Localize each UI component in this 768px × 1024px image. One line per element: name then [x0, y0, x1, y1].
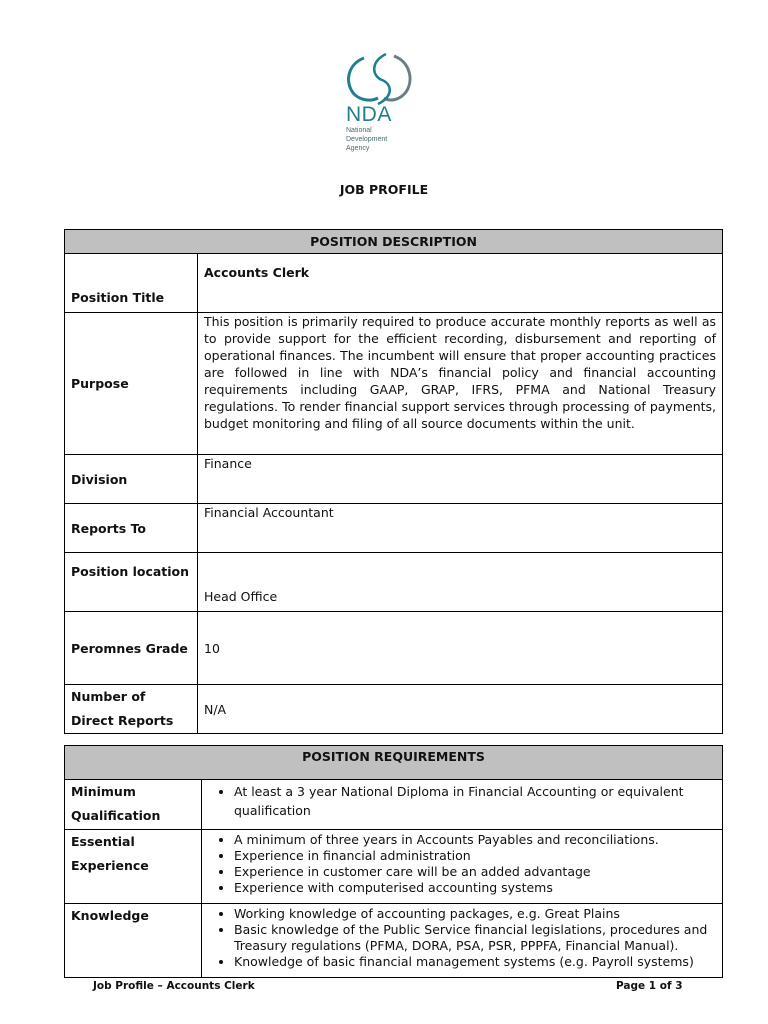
- essential-experience-label-line-1: Essential: [71, 834, 135, 849]
- table-row: [65, 685, 723, 734]
- knowledge-label: Knowledge: [65, 904, 202, 978]
- peromnes-grade-value: 10: [198, 612, 723, 685]
- table-row: [65, 612, 723, 685]
- position-title-value: Accounts Clerk: [198, 254, 723, 313]
- qualification-list: [208, 782, 716, 820]
- logo-line-1: National: [346, 127, 372, 134]
- position-description-table: [64, 229, 723, 734]
- purpose-value: This position is primarily required to produce accurate monthly reports as well as to provide support for the efficient recording, disbursement and reporting of operational finances. The incumbent will ensure that proper accounting practices are followed in line with NDA’s financial policy and financial accounting requirements including GAAP, GRAP, IFRS, PFMA and National Treasury regulations. To render financial support services through processing of payments, budget monitoring and filing of all source documents within the unit.: [198, 313, 723, 455]
- table-header-row: [65, 746, 723, 780]
- list-item: • Experience in financial administration: [234, 848, 716, 864]
- list-item: • Basic knowledge of the Public Service financial legislations, procedures and Treasury regulations (PFMA, DORA, PSA, PSR, PPPFA, Financial Manual).: [234, 922, 716, 954]
- essential-experience-label: [65, 830, 202, 904]
- footer-left: Job Profile – Accounts Clerk: [93, 980, 255, 992]
- reports-to-label: Reports To: [65, 504, 198, 553]
- table-row: [65, 504, 723, 553]
- position-requirements-table: [64, 745, 723, 978]
- logo-text: [346, 104, 392, 153]
- qualification-list-cell: [202, 780, 723, 830]
- division-value: Finance: [198, 455, 723, 504]
- peromnes-grade-label: Peromnes Grade: [65, 612, 198, 685]
- list-item: • At least a 3 year National Diploma in Financial Accounting or equivalent qualification: [234, 782, 716, 820]
- reports-to-value: Financial Accountant: [198, 504, 723, 553]
- table-header-row: [65, 230, 723, 254]
- position-title-label: Position Title: [65, 254, 198, 313]
- table-row: [65, 254, 723, 313]
- logo-line-2: Development: [346, 136, 388, 143]
- table-row: [65, 830, 723, 904]
- position-location-label: Position location: [65, 553, 198, 612]
- division-label: Division: [65, 455, 198, 504]
- table-row: [65, 904, 723, 978]
- list-item: • Working knowledge of accounting packages, e.g. Great Plains: [234, 906, 716, 922]
- logo-line-3: Agency: [346, 145, 370, 152]
- position-requirements-header: POSITION REQUIREMENTS: [65, 746, 723, 780]
- knowledge-list: [208, 906, 716, 970]
- minimum-qualification-label-line-2: Qualification: [71, 808, 161, 823]
- experience-list: [208, 832, 716, 896]
- knowledge-list-cell: [202, 904, 723, 978]
- list-item: • Experience with computerised accounting systems: [234, 880, 716, 896]
- position-location-value: Head Office: [198, 553, 723, 612]
- experience-list-cell: [202, 830, 723, 904]
- table-row: [65, 553, 723, 612]
- direct-reports-label-line-1: Number of: [71, 689, 146, 704]
- purpose-label: Purpose: [65, 313, 198, 455]
- direct-reports-label-line-2: Direct Reports: [71, 713, 174, 728]
- list-item: • Experience in customer care will be an added advantage: [234, 864, 716, 880]
- logo-abbr: NDA: [346, 103, 392, 126]
- footer-page-number: Page 1 of 3: [616, 980, 683, 992]
- document-title: JOB PROFILE: [339, 182, 429, 197]
- position-description-header: POSITION DESCRIPTION: [65, 230, 723, 254]
- list-item: • Knowledge of basic financial management systems (e.g. Payroll systems): [234, 954, 716, 970]
- table-row: [65, 780, 723, 830]
- table-row: [65, 455, 723, 504]
- direct-reports-label: [65, 685, 198, 734]
- direct-reports-value: N/A: [198, 685, 723, 734]
- list-item: • A minimum of three years in Accounts Payables and reconciliations.: [234, 832, 716, 848]
- minimum-qualification-label: [65, 780, 202, 830]
- table-row: [65, 313, 723, 455]
- essential-experience-label-line-2: Experience: [71, 858, 149, 873]
- minimum-qualification-label-line-1: Minimum: [71, 784, 136, 799]
